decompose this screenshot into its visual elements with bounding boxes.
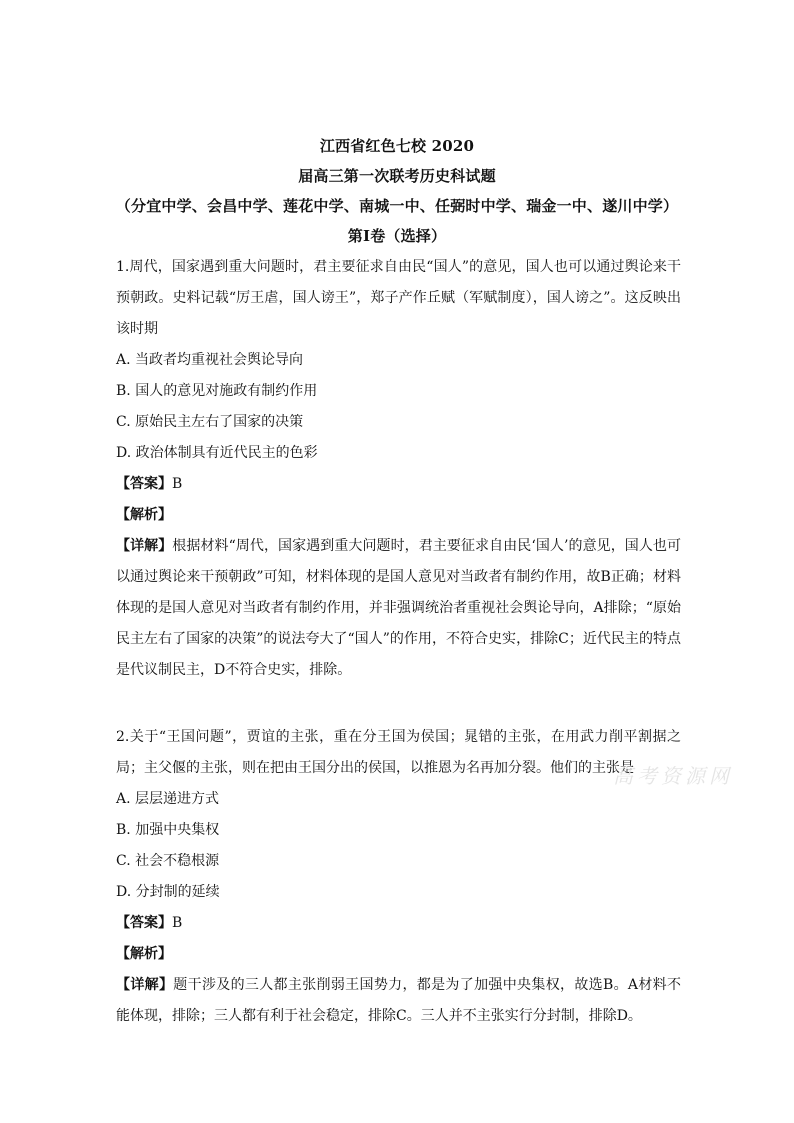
option-c: C. 原始民主左右了国家的决策	[116, 414, 304, 430]
answer-tag: 【答案】	[116, 476, 172, 492]
option-a: A. 层层递进方式	[116, 791, 220, 807]
detail-tag: 【详解】	[116, 977, 174, 993]
question-stem: 1.周代，国家遇到重大问题时，君主要征求自由民“国人”的意见，国人也可以通过舆论来干预朝政。史料记载“厉王虐，国人谤王”，郑子产作丘赋（军赋制度），国人谤之”。这反映出该时期	[116, 259, 681, 337]
answer-value: B	[172, 915, 183, 931]
question-1	[116, 252, 681, 686]
title-block	[0, 131, 794, 251]
detail-text: 根据材料“周代，国家遇到重大问题时，君主要征求自由民‘国人’的意见，国人也可以通过舆论来干预朝政”可知，材料体现的是国人意见对当政者有制约作用，故B正确；材料体现的是国人意见对当政者有制约作用，并非强调统治者重视社会舆论导向，A排除；“原始民主左右了国家的决策”的说法夸大了“国人”的作用，不符合史实，排除C；近代民主的特点是代议制民主，D不符合史实，排除。	[116, 538, 682, 678]
exam-title-line-2: 届高三第一次联考历史科试题	[298, 167, 496, 185]
analysis-tag: 【解析】	[116, 946, 172, 962]
detail-tag: 【详解】	[116, 538, 173, 554]
detail-text: 题干涉及的三人都主张削弱王国势力，都是为了加强中央集权，故选B。A材料不能体现，排除；三人都有利于社会稳定，排除C。三人并不主张实行分封制，排除D。	[116, 977, 681, 1024]
option-b: B. 加强中央集权	[116, 822, 220, 838]
question-2	[116, 722, 681, 1032]
section-heading: 第Ⅰ卷（选择）	[347, 227, 447, 245]
answer-tag: 【答案】	[116, 915, 172, 931]
option-d: D. 政治体制具有近代民主的色彩	[116, 445, 318, 461]
answer-line	[116, 908, 681, 939]
watermark: 高考资源网	[613, 764, 733, 788]
option-d: D. 分封制的延续	[116, 884, 220, 900]
option-b: B. 国人的意见对施政有制约作用	[116, 383, 318, 399]
analysis-line	[116, 939, 681, 970]
participating-schools: （分宜中学、会昌中学、莲花中学、南城一中、任弼时中学、瑞金一中、遂川中学）	[115, 197, 679, 215]
answer-line	[116, 469, 681, 500]
analysis-line	[116, 500, 681, 531]
detail-paragraph	[116, 970, 681, 1032]
exam-title-line-1: 江西省红色七校 2020	[319, 137, 475, 155]
analysis-tag: 【解析】	[116, 507, 172, 523]
option-c: C. 社会不稳根源	[116, 853, 220, 869]
question-stem: 2.关于“王国问题”，贾谊的主张，重在分王国为侯国；晁错的主张，在用武力削平割据之局；主父偃的主张，则在把由王国分出的侯国，以推恩为名再加分裂。他们的主张是	[116, 729, 681, 776]
detail-paragraph	[116, 531, 681, 686]
option-a: A. 当政者均重视社会舆论导向	[116, 352, 304, 368]
answer-value: B	[172, 476, 183, 492]
